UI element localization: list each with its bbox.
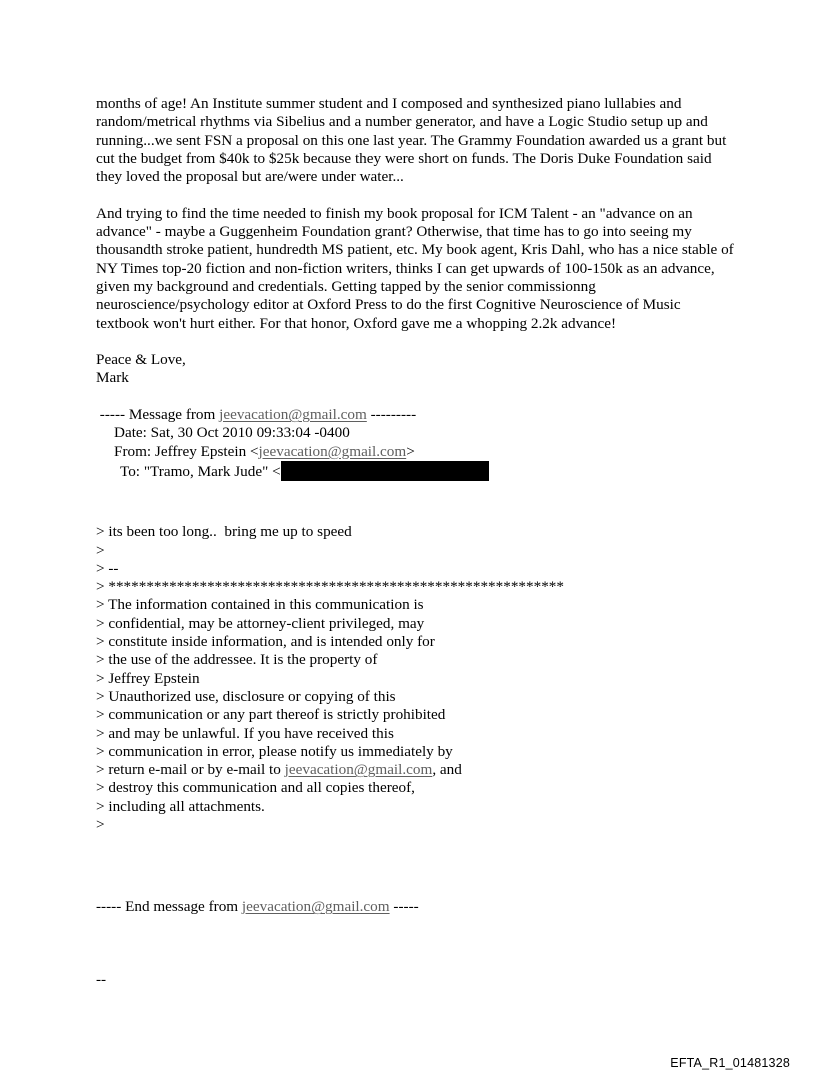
quoted-line: > its been too long.. bring me up to speed [96, 523, 352, 541]
message-start-suffix: --------- [366, 406, 417, 424]
quoted-line: > the use of the addressee. It is the property of [96, 651, 378, 669]
quoted-line: > confidential, may be attorney-client privileged, may [96, 614, 425, 632]
quoted-line: > constitute inside information, and is intended only for [96, 633, 435, 651]
quoted-line: > Jeffrey Epstein [96, 669, 200, 687]
quoted-line: > -- [96, 559, 119, 577]
quoted-line: > [96, 541, 105, 559]
date-line: Date: Sat, 30 Oct 2010 09:33:04 -0400 [114, 424, 350, 442]
signoff: Peace & Love, [96, 351, 186, 369]
return-prefix: > return e-mail or by e-mail to [96, 761, 285, 779]
spacer [96, 481, 736, 523]
quoted-line-return-email [96, 761, 736, 779]
body-paragraph-2: And trying to find the time needed to finish my book proposal for ICM Talent - an "advance on an advance" - maybe a Guggenheim Foundation grant? Otherwise, that time has to go into seeing my thousandth stroke patient, hundredth MS patient, etc. My book agent, Kris Dahl, who has a nice stable of NY Times top-20 fiction and non-fiction writers, thinks I can get upwards of 100-150k as an advance, given my background and credentials. Getting tapped by the senior commissionng neuroscience/psychology editor at Oxford Press to do the first Cognitive Neuroscience of Music textbook won't hurt either. For that honor, Oxford gave me a whopping 2.2k advance! [96, 204, 734, 332]
to-prefix: To: "Tramo, Mark Jude" < [120, 462, 281, 480]
quoted-line: > ************************************************************ [96, 578, 564, 596]
spacer [96, 388, 736, 406]
spacer [96, 834, 736, 898]
quoted-message [96, 523, 736, 834]
message-start-prefix: ----- Message from [99, 406, 220, 424]
body-paragraph-1: months of age! An Institute summer student and I composed and synthesized piano lullabies and random/metrical rhythms via Sibelius and a number generator, and have a Logic Studio setup up and running...we sent FSN a proposal on this one last year. The Grammy Foundation awarded us a grant but cut the budget from $40k to $25k because they were short on funds. The Doris Duke Foundation said they loved the proposal but are/were under water... [96, 95, 727, 186]
sender-email-link[interactable]: jeevacation@gmail.com [219, 406, 367, 424]
document-id-label: EFTA_R1_01481328 [670, 1056, 790, 1070]
end-message-prefix: ----- End message from [96, 898, 242, 916]
message-start-line [96, 406, 736, 424]
signature: Mark [96, 369, 129, 387]
end-message-email-link[interactable]: jeevacation@gmail.com [241, 898, 390, 916]
forward-header [96, 406, 736, 481]
spacer [96, 186, 736, 204]
end-message-line [96, 898, 736, 916]
from-prefix: From: Jeffrey Epstein < [114, 442, 259, 460]
email-document [96, 95, 736, 989]
quoted-line: > communication in error, please notify us immediately by [96, 742, 453, 760]
redaction-block [281, 461, 489, 481]
spacer [96, 333, 736, 351]
quoted-line: > The information contained in this communication is [96, 596, 424, 614]
end-message-suffix: ----- [389, 898, 419, 916]
to-line [96, 461, 736, 481]
from-line [96, 443, 736, 461]
quoted-line: > communication or any part thereof is strictly prohibited [96, 706, 446, 724]
spacer [96, 917, 736, 971]
quoted-line: > including all attachments. [96, 797, 265, 815]
quoted-line: > and may be unlawful. If you have received this [96, 724, 394, 742]
signature-separator: -- [96, 970, 107, 988]
from-email-link[interactable]: jeevacation@gmail.com [258, 442, 407, 460]
return-email-link[interactable]: jeevacation@gmail.com [284, 761, 433, 779]
quoted-line: > Unauthorized use, disclosure or copying of this [96, 687, 396, 705]
quoted-line: > [96, 815, 105, 833]
return-suffix: , and [432, 761, 462, 779]
quoted-line: > destroy this communication and all copies thereof, [96, 779, 415, 797]
from-suffix: > [406, 442, 415, 460]
